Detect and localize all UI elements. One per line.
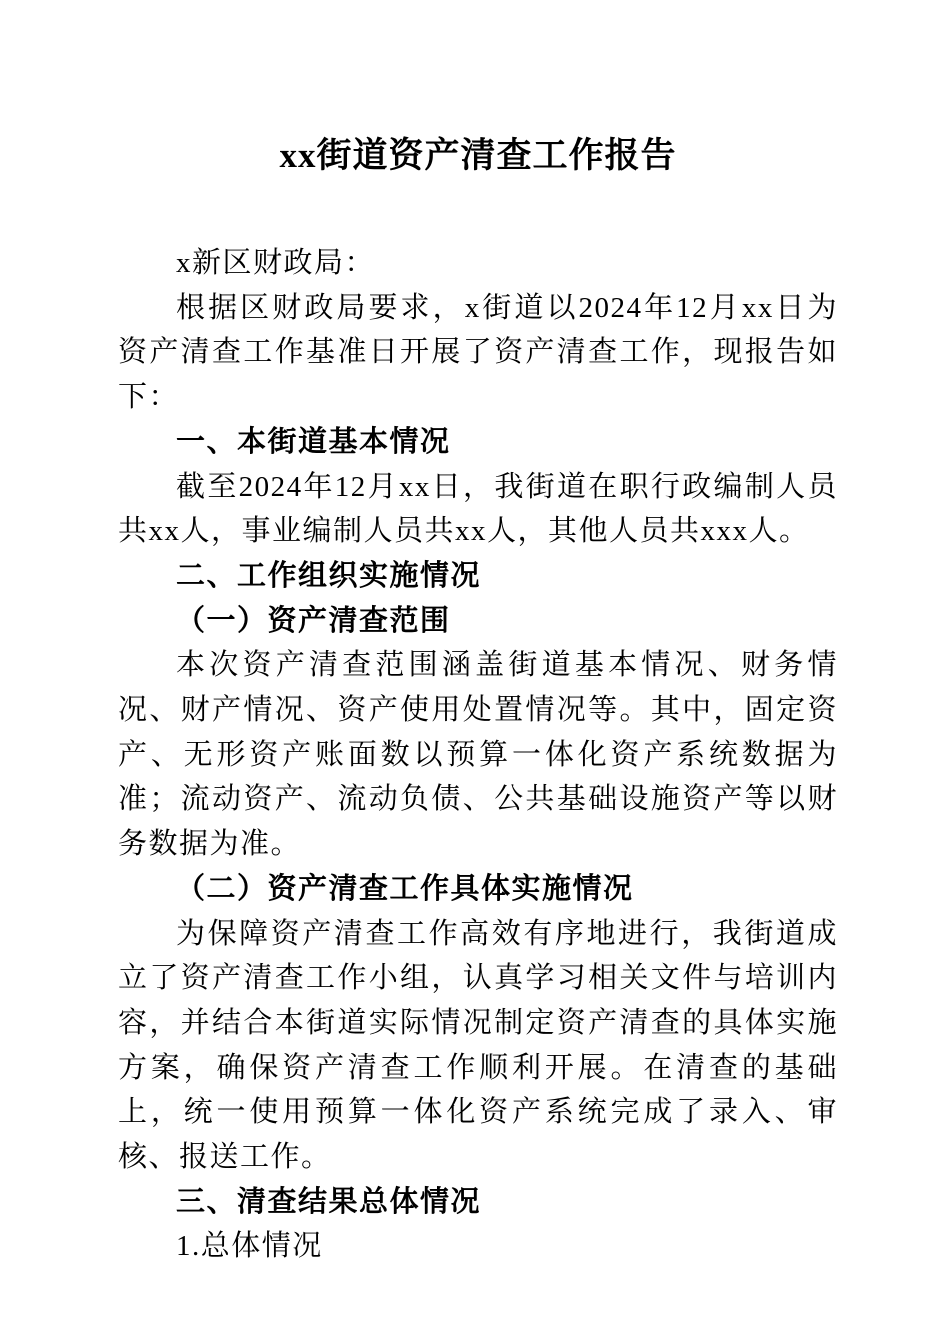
section-heading: 二、工作组织实施情况 <box>176 559 482 592</box>
document-title: xx街道资产清查工作报告 <box>279 136 677 175</box>
paragraph: 1.总体情况 <box>176 1230 323 1263</box>
salutation: x新区财政局： <box>176 247 376 279</box>
section-heading: 一、本街道基本情况 <box>176 425 451 458</box>
sub-heading: （二）资产清查工作具体实施情况 <box>176 872 634 905</box>
document-body <box>118 241 838 1269</box>
section-heading: 三、清查结果总体情况 <box>176 1185 482 1218</box>
paragraph: 根据区财政局要求，x街道以2024年12月xx日为资产清查工作基准日开展了资产清查工作，现报告如下： <box>118 291 838 414</box>
paragraph: 本次资产清查范围涵盖街道基本情况、财务情况、财产情况、资产使用处置情况等。其中，固定资产、无形资产账面数以预算一体化资产系统数据为准；流动资产、流动负债、公共基础设施资产等以财务数据为准。 <box>118 649 838 861</box>
paragraph: 为保障资产清查工作高效有序地进行，我街道成立了资产清查工作小组，认真学习相关文件与培训内容，并结合本街道实际情况制定资产清查的具体实施方案，确保资产清查工作顺利开展。在清查的基础上，统一使用预算一体化资产系统完成了录入、审核、报送工作。 <box>118 917 838 1174</box>
sub-heading: （一）资产清查范围 <box>176 604 451 637</box>
paragraph: 截至2024年12月xx日，我街道在职行政编制人员共xx人，事业编制人员共xx人，其他人员共xxx人。 <box>118 470 838 548</box>
